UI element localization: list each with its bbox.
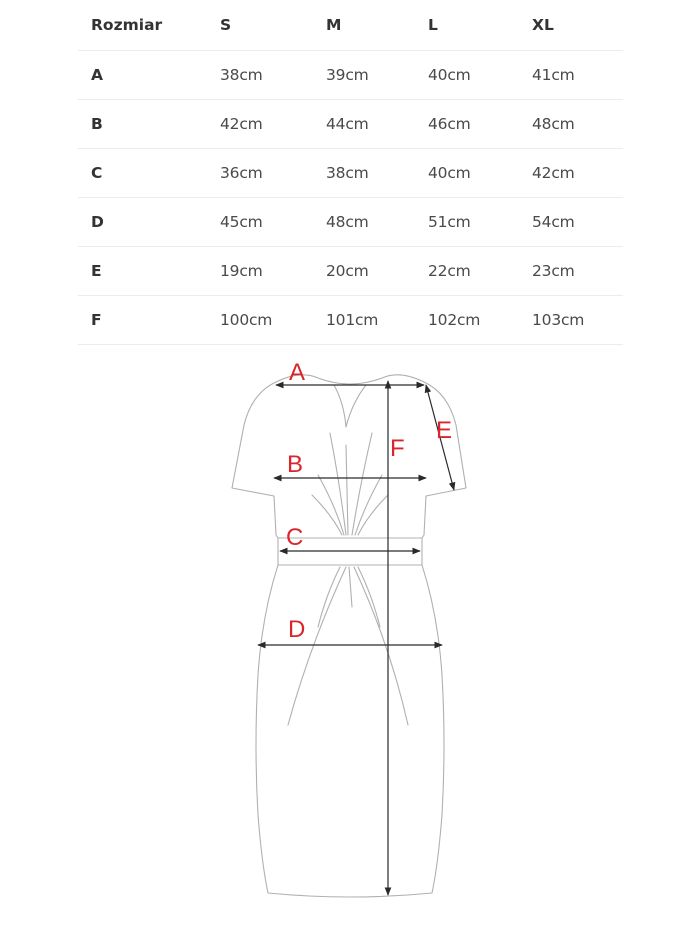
- cell-value: 44cm: [313, 100, 415, 149]
- row-label: B: [78, 100, 207, 149]
- header-size: Rozmiar: [78, 0, 207, 51]
- cell-value: 40cm: [415, 51, 519, 100]
- cell-value: 42cm: [207, 100, 313, 149]
- cell-value: 54cm: [519, 198, 623, 247]
- cell-value: 20cm: [313, 247, 415, 296]
- label-e: E: [436, 417, 453, 444]
- cell-value: 46cm: [415, 100, 519, 149]
- header-l: L: [415, 0, 519, 51]
- table-row: [78, 247, 623, 296]
- cell-value: 39cm: [313, 51, 415, 100]
- cell-value: 102cm: [415, 296, 519, 345]
- cell-value: 23cm: [519, 247, 623, 296]
- cell-value: 48cm: [313, 198, 415, 247]
- header-m: M: [313, 0, 415, 51]
- cell-value: 100cm: [207, 296, 313, 345]
- label-b: B: [287, 451, 304, 478]
- row-label: D: [78, 198, 207, 247]
- cell-value: 36cm: [207, 149, 313, 198]
- cell-value: 45cm: [207, 198, 313, 247]
- size-chart-table: [78, 0, 623, 345]
- label-c: C: [286, 524, 304, 551]
- cell-value: 48cm: [519, 100, 623, 149]
- row-label: A: [78, 51, 207, 100]
- table-row: [78, 296, 623, 345]
- cell-value: 41cm: [519, 51, 623, 100]
- label-f: F: [390, 435, 405, 462]
- row-label: F: [78, 296, 207, 345]
- cell-value: 101cm: [313, 296, 415, 345]
- table-row: [78, 100, 623, 149]
- cell-value: 38cm: [207, 51, 313, 100]
- dress-outline: [0, 345, 700, 933]
- row-label: C: [78, 149, 207, 198]
- cell-value: 51cm: [415, 198, 519, 247]
- cell-value: 40cm: [415, 149, 519, 198]
- table-row: [78, 51, 623, 100]
- row-label: E: [78, 247, 207, 296]
- cell-value: 42cm: [519, 149, 623, 198]
- header-xl: XL: [519, 0, 623, 51]
- table-row: [78, 198, 623, 247]
- cell-value: 22cm: [415, 247, 519, 296]
- cell-value: 103cm: [519, 296, 623, 345]
- cell-value: 19cm: [207, 247, 313, 296]
- dress-measurement-diagram: [0, 345, 700, 933]
- label-d: D: [288, 616, 306, 643]
- cell-value: 38cm: [313, 149, 415, 198]
- header-s: S: [207, 0, 313, 51]
- label-a: A: [289, 359, 306, 386]
- table-row: [78, 149, 623, 198]
- table-header-row: [78, 0, 623, 51]
